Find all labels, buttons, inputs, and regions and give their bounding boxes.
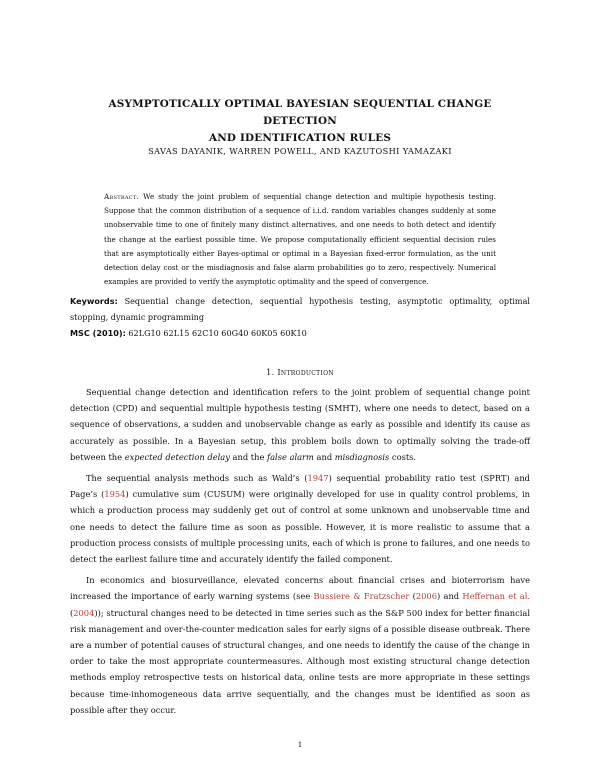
msc-codes: 62LG10 62L15 62C10 60G40 60K05 60K10 <box>128 328 307 338</box>
p3-text-d: ( <box>70 607 74 618</box>
citation-link[interactable]: 1947 <box>307 473 329 484</box>
p2-text-c: ) cumulative sum (CUSUM) were originally developed for use in quality control problems, in which a production process may suddenly get out of control at some unknown and unobservable time and one needs to detect the failure time as soon as possible. However, it is more realistic to assume that a production process consists of multiple processing units, each of which is prone to failures, and one needs to detect the earliest failure time and accurately identify the failed component. <box>70 489 530 565</box>
p3-text-c: ) and <box>437 591 463 602</box>
citation-link[interactable]: Bussiere & Fratzscher <box>313 591 410 602</box>
page-number: 1 <box>297 740 303 749</box>
p1-text-c: and <box>313 451 335 462</box>
citation-link[interactable]: 1954 <box>104 489 126 500</box>
keywords-label: Keywords: <box>70 296 118 306</box>
title-line-2: AND IDENTIFICATION RULES <box>208 132 392 144</box>
p1-emphasis-false-alarm: false alarm <box>267 451 314 462</box>
paragraph-2 <box>70 470 530 567</box>
p1-text-a: Sequential change detection and identification refers to the joint problem of sequential change point detection (CPD) and sequential multiple hypothesis testing (SMHT), where one needs to detect, based on a sequence of observations, a sudden and unobservable change as early as possible and identify its cause as accurately as possible. In a Bayesian setup, this problem boils down to optimally solving the trade-off between the <box>70 387 530 462</box>
title-line-1: ASYMPTOTICALLY OPTIMAL BAYESIAN SEQUENTIAL CHANGE DETECTION <box>108 98 492 127</box>
p3-text-e: )); structural changes need to be detected in time series such as the S&P 500 index for better financial risk management and over-the-counter medication sales for early signs of a possible disease outbreak. There are a number of potential causes of structural changes, and one needs to identify the cause of the change in order to take the most appropriate countermeasures. Although most existing structural change detection methods employ retrospective tests on historical data, online tests are more appropriate in these settings because time-inhomogeneous data arrive sequentially, and the changes must be identified as soon as possible after they occur. <box>70 607 530 715</box>
p1-emphasis-delay: expected detection delay <box>124 451 230 462</box>
p2-text-b: ) sequential probability ratio test (SPRT) and Page’s ( <box>70 473 530 500</box>
citation-link[interactable]: 2006 <box>415 591 437 602</box>
citation-link[interactable]: 2004 <box>73 607 95 618</box>
keywords <box>70 293 530 325</box>
abstract-text: We study the joint problem of sequential change detection and multiple hypothesis testing. Suppose that the common distribution of a sequence of i.i.d. random variables changes suddenly at some unobservable time to one of finitely many distinct alternatives, and one needs to both detect and identify the change at the earliest possible time. We propose computationally efficient sequential decision rules that are asymptotically either Bayes-optimal or optimal in a Bayesian fixed-error formulation, as the unit detection delay cost or the misdiagnosis and false alarm probabilities go to zero, respectively. Numerical examples are provided to verify the asymptotic optimality and the speed of convergence. <box>104 192 496 287</box>
p1-emphasis-misdiagnosis: misdiagnosis <box>334 451 390 462</box>
section-title: Introduction <box>277 367 334 377</box>
body-text <box>70 384 530 723</box>
author-list: SAVAS DAYANIK, WARREN POWELL, AND KAZUTOSHI YAMAZAKI <box>148 146 452 156</box>
msc-label: MSC (2010): <box>70 328 126 338</box>
abstract-heading: Abstract. <box>104 192 140 201</box>
section-heading <box>70 367 530 377</box>
paragraph-3 <box>70 572 530 718</box>
p3-text-a: In economics and biosurveillance, elevated concerns about financial crises and bioterrorism have increased the importance of early warning systems (see <box>70 575 530 602</box>
paper-title <box>70 96 530 147</box>
citation-link[interactable]: Heffernan et al. <box>462 591 530 602</box>
p2-text-a: The sequential analysis methods such as Wald’s ( <box>86 473 308 484</box>
abstract <box>104 190 496 289</box>
section-number: 1. <box>266 367 275 377</box>
msc-classification <box>70 326 530 340</box>
paragraph-1 <box>70 384 530 465</box>
p1-text-d: costs. <box>389 451 417 462</box>
keywords-text: Sequential change detection, sequential hypothesis testing, asymptotic optimality, optimal stopping, dynamic programming <box>70 296 531 322</box>
p3-text-b: ( <box>409 591 416 602</box>
p1-text-b: and the <box>229 451 268 462</box>
